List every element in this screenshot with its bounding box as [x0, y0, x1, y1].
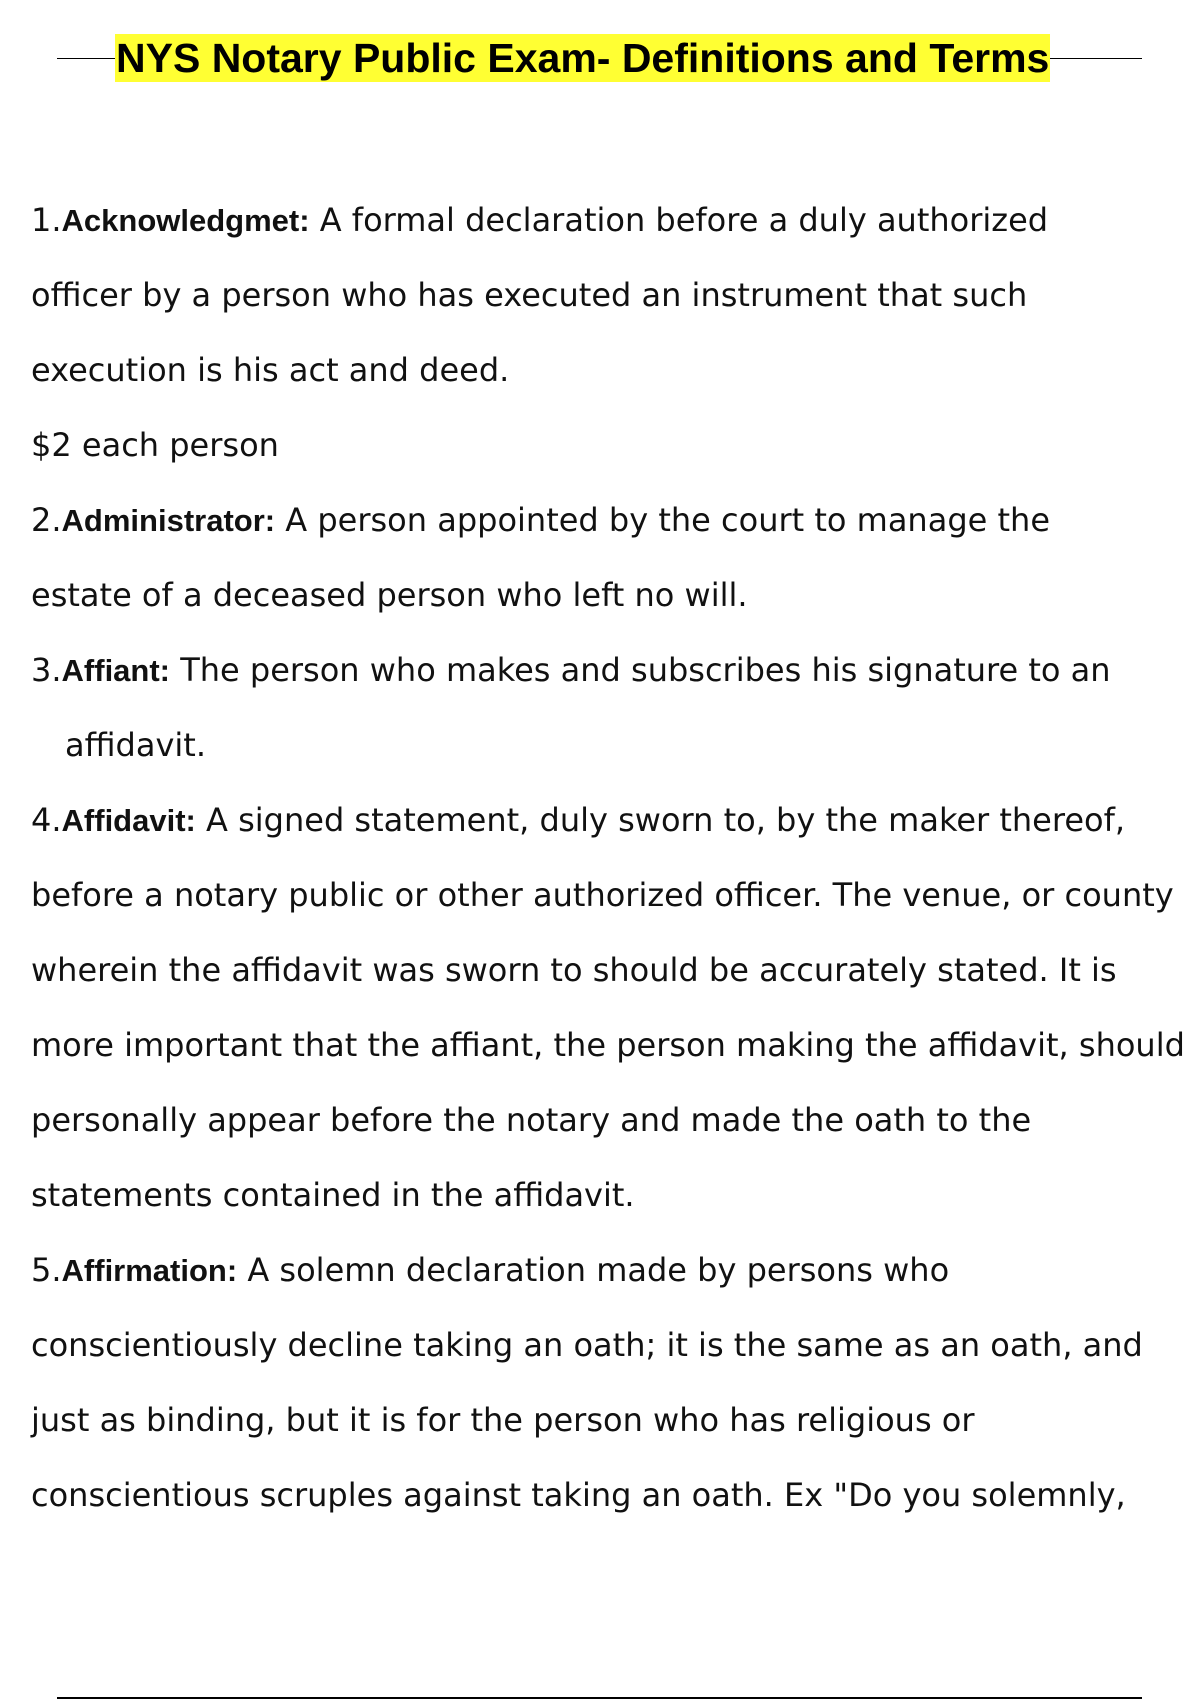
page-title: NYS Notary Public Exam- Definitions and Terms [116, 35, 1050, 81]
entry-acknowledgment-line-1 [31, 183, 1196, 258]
entry-text: personally appear before the notary and made the oath to the [31, 1101, 1032, 1139]
entry-number: 4. [31, 801, 62, 839]
entry-number: 1. [31, 201, 62, 239]
entry-text: wherein the affidavit was sworn to should be accurately stated. It is [31, 951, 1117, 989]
footer-rule [57, 1697, 1142, 1699]
entry-text: just as binding, but it is for the person who has religious or [31, 1401, 975, 1439]
entry-text: conscientiously decline taking an oath; it is the same as an oath, and [31, 1326, 1143, 1364]
entry-text: estate of a deceased person who left no will. [31, 576, 748, 614]
entry-administrator-line-1 [31, 483, 1196, 558]
entry-affidavit-line-1 [31, 783, 1196, 858]
definitions-list [31, 183, 1196, 1533]
entry-text: execution is his act and deed. [31, 351, 510, 389]
fee-note: $2 each person [31, 426, 279, 464]
entry-text: statements contained in the affidavit. [31, 1176, 635, 1214]
entry-text: before a notary public or other authorized officer. The venue, or county [31, 876, 1174, 914]
entry-text: The person who makes and subscribes his signature to an [170, 651, 1111, 689]
entry-text: A formal declaration before a duly authorized [309, 201, 1049, 239]
entry-text: A person appointed by the court to manage the [275, 501, 1050, 539]
entry-term: Affidavit: [61, 803, 196, 838]
entry-number: 3. [31, 651, 62, 689]
entry-text: more important that the affiant, the person making the affidavit, should [31, 1026, 1185, 1064]
entry-number: 5. [31, 1251, 62, 1289]
entry-term: Administrator: [61, 503, 276, 538]
entry-text: conscientious scruples against taking an oath. Ex "Do you solemnly, [31, 1476, 1126, 1514]
entry-term: Acknowledgmet: [61, 203, 310, 238]
entry-affirmation-line-1 [31, 1233, 1196, 1308]
entry-affiant-line-1 [31, 633, 1196, 708]
entry-term: Affirmation: [61, 1253, 238, 1288]
entry-term: Affiant: [61, 653, 171, 688]
entry-number: 2. [31, 501, 62, 539]
entry-text: officer by a person who has executed an instrument that such [31, 276, 1028, 314]
entry-text: A signed statement, duly sworn to, by the maker thereof, [195, 801, 1126, 839]
entry-text: affidavit. [65, 726, 207, 764]
title-banner [57, 30, 1142, 86]
entry-text: A solemn declaration made by persons who [237, 1251, 950, 1289]
